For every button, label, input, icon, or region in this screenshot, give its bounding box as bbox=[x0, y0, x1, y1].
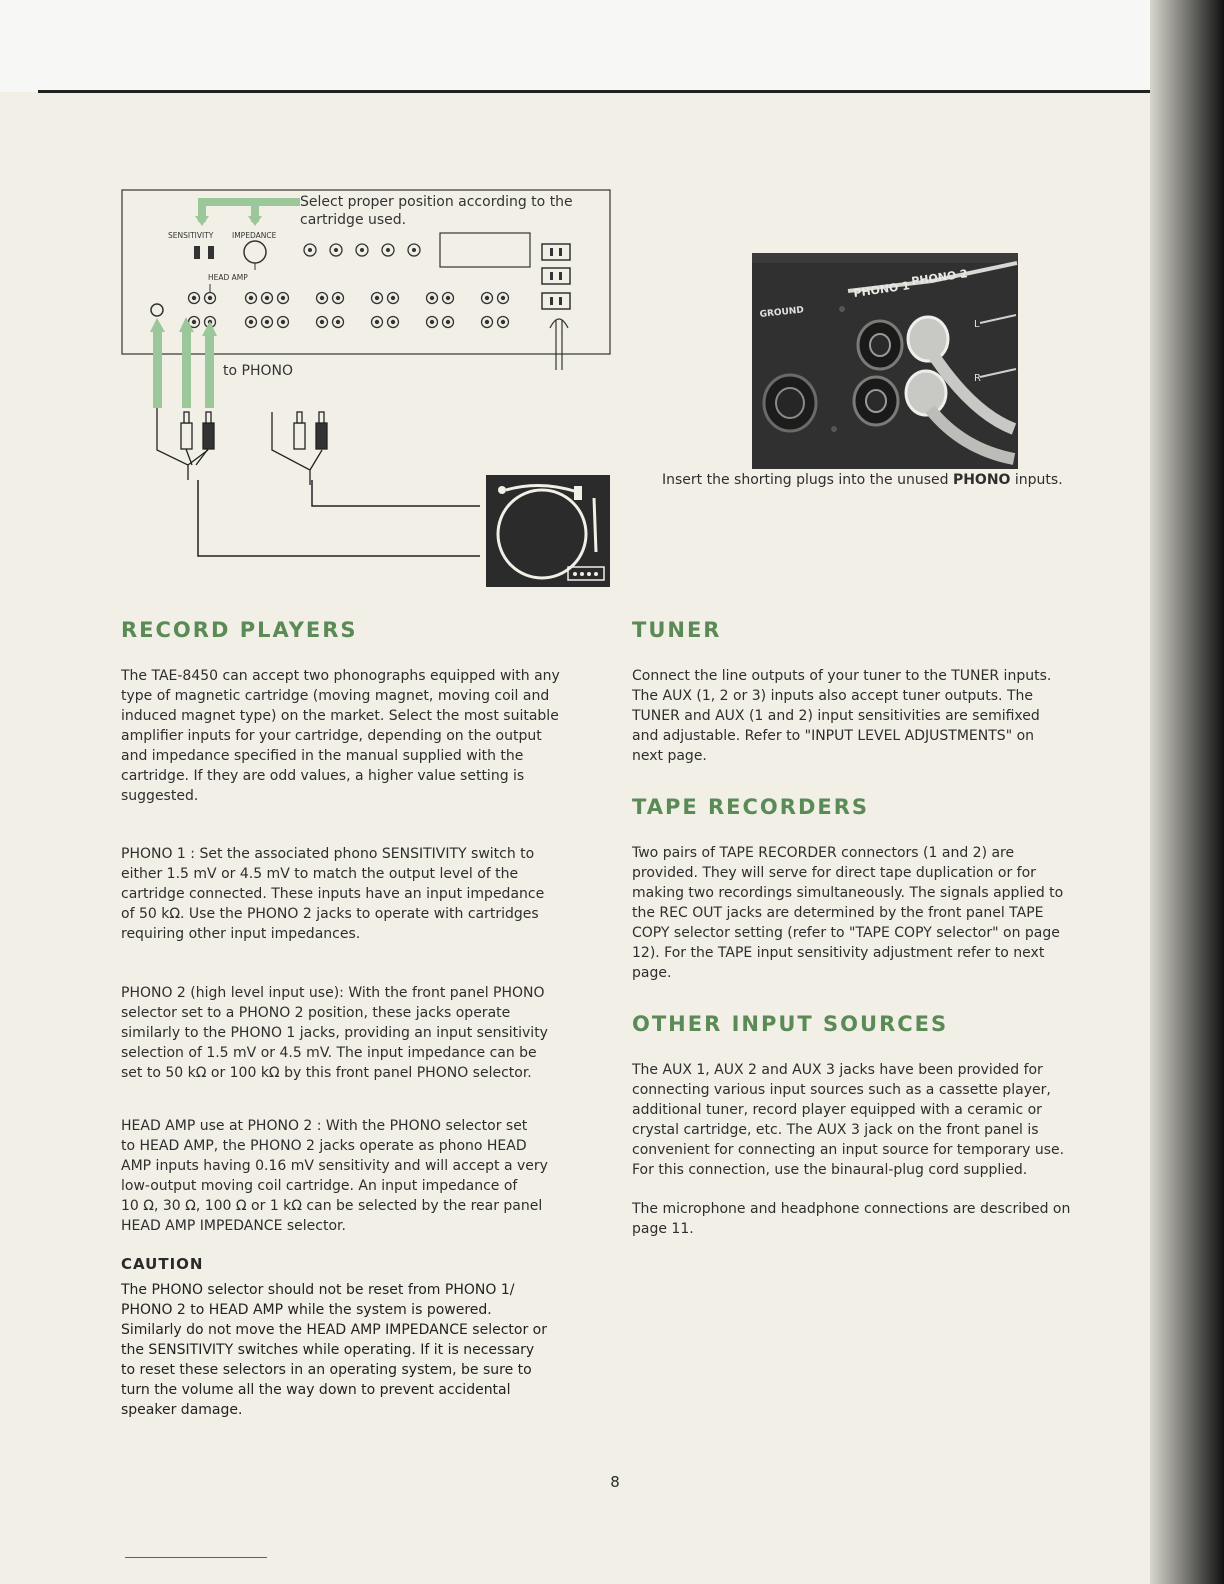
phono1-paragraph: PHONO 1 : Set the associated phono SENSITIVITY switch to either 1.5 mV or 4.5 mV to match the output level of the cartridge connected. These inputs have an input impedance of 50 kΩ. Use the PHONO 2 jacks to operate with cartridges requiring other input impedances. bbox=[121, 846, 545, 942]
other-input-sources-paragraph: The AUX 1, AUX 2 and AUX 3 jacks have been provided for connecting various input sources such as a cassette player, additional tuner, record player equipped with a ceramic or crystal cartridge, etc. The AUX 3 jack on the front panel is convenient for connecting an input source for temporary use. For this connection, use the binaural-plug cord supplied. bbox=[632, 1062, 1065, 1178]
rca-jacks bbox=[189, 293, 509, 328]
tape-recorders-heading: TAPE RECORDERS bbox=[632, 795, 870, 819]
photo-r-label: R bbox=[974, 373, 981, 384]
phono-inputs-photo bbox=[752, 253, 1018, 469]
caution-paragraph: The PHONO selector should not be reset from PHONO 1/ PHONO 2 to HEAD AMP while the system is powered. Similarly do not move the HEAD AMP IMPEDANCE selector or the SENSITIVITY switches while operating. If it is necessary to reset these selectors in an operating system, be sure to turn the volume all the way down to prevent accidental speaker damage. bbox=[121, 1282, 547, 1418]
impedance-arrowhead bbox=[248, 216, 262, 226]
to-phono-label: to PHONO bbox=[223, 363, 293, 379]
record-players-heading: RECORD PLAYERS bbox=[121, 618, 358, 642]
footer-rule bbox=[125, 1557, 267, 1558]
impedance-knob bbox=[244, 241, 266, 263]
select-note-line2: cartridge used. bbox=[300, 212, 407, 228]
photo-caption-emphasis: PHONO bbox=[952, 472, 1011, 488]
photo-ground-label: GROUND bbox=[759, 305, 805, 320]
left-rca-plug-pair bbox=[157, 408, 214, 480]
caution-heading: CAUTION bbox=[121, 1255, 204, 1273]
record-players-intro: The TAE-8450 can accept two phonographs equipped with any type of magnetic cartridge (moving magnet, moving coil and induced magnet type) on the market. Select the most suitable amplifier inputs for your cartridge, depending on the output and impedance specified in the manual supplied with the cartridge. If they are odd values, a higher value setting is suggested. bbox=[121, 668, 560, 804]
phono2-paragraph: PHONO 2 (high level input use): With the front panel PHONO selector set to a PHONO 2 position, these jacks operate similarly to the PHONO 1 jacks, providing an input sensitivity selection of 1.5 mV or 4.5 mV. The input impedance can be set to 50 kΩ or 100 kΩ by this front panel PHONO selector. bbox=[121, 985, 548, 1081]
speaker-terminals bbox=[542, 244, 570, 309]
right-rca-plug-pair bbox=[272, 412, 327, 485]
page-top-margin bbox=[0, 0, 1224, 92]
turntable-illustration bbox=[486, 475, 610, 587]
top-rule bbox=[38, 90, 1183, 93]
page-number: 8 bbox=[610, 1473, 620, 1491]
sensitivity-switch-1 bbox=[194, 246, 200, 259]
connection-diagram bbox=[110, 180, 620, 592]
label-plate bbox=[440, 233, 530, 267]
select-note-line1: Select proper position according to the bbox=[300, 194, 573, 210]
sensitivity-label: SENSITIVITY bbox=[168, 231, 214, 240]
photo-caption: Insert the shorting plugs into the unused PHONO inputs. bbox=[662, 472, 1063, 488]
tuner-heading: TUNER bbox=[632, 618, 722, 642]
head-amp-paragraph: HEAD AMP use at PHONO 2 : With the PHONO selector set to HEAD AMP, the PHONO 2 jacks operate as phono HEAD AMP inputs having 0.16 mV sensitivity and will accept a very low-output moving coil cartridge. An input impedance of 10 Ω, 30 Ω, 100 Ω or 1 kΩ can be selected by the rear panel HEAD AMP IMPEDANCE selector. bbox=[121, 1118, 548, 1234]
phono-connection-arrows bbox=[150, 317, 217, 408]
photo-l-label: L bbox=[974, 319, 980, 330]
other-input-sources-heading: OTHER INPUT SOURCES bbox=[632, 1012, 949, 1036]
sensitivity-switch-2 bbox=[208, 246, 214, 259]
head-amp-label: HEAD AMP bbox=[208, 273, 248, 282]
microphone-headphone-paragraph: The microphone and headphone connections are described on page 11. bbox=[632, 1201, 1071, 1237]
photo-phono2-label: PHONO 2 bbox=[910, 267, 969, 288]
sensitivity-arrowhead bbox=[195, 216, 209, 226]
power-cord bbox=[556, 320, 562, 370]
turntable-cable-upper bbox=[312, 480, 480, 506]
binding-edge-shadow bbox=[1150, 0, 1224, 1584]
turntable-cable-lower bbox=[198, 480, 480, 556]
photo-phono1-label: PHONO 1 bbox=[852, 279, 911, 300]
tuner-paragraph: Connect the line outputs of your tuner to the TUNER inputs. The AUX (1, 2 or 3) inputs also accept tuner outputs. The TUNER and AUX (1 and 2) input sensitivities are semifixed and adjustable. Refer to "INPUT LEVEL ADJUSTMENTS" on next page. bbox=[632, 668, 1052, 764]
impedance-label: IMPEDANCE bbox=[232, 231, 277, 240]
ground-terminal bbox=[151, 304, 163, 316]
tape-recorders-paragraph: Two pairs of TAPE RECORDER connectors (1 and 2) are provided. They will serve for direct tape duplication or for making two recordings simultaneously. The signals applied to the REC OUT jacks are determined by the front panel TAPE COPY selector setting (refer to "TAPE COPY selector" on page 12). For the TAPE input sensitivity adjustment refer to next page. bbox=[632, 845, 1064, 981]
